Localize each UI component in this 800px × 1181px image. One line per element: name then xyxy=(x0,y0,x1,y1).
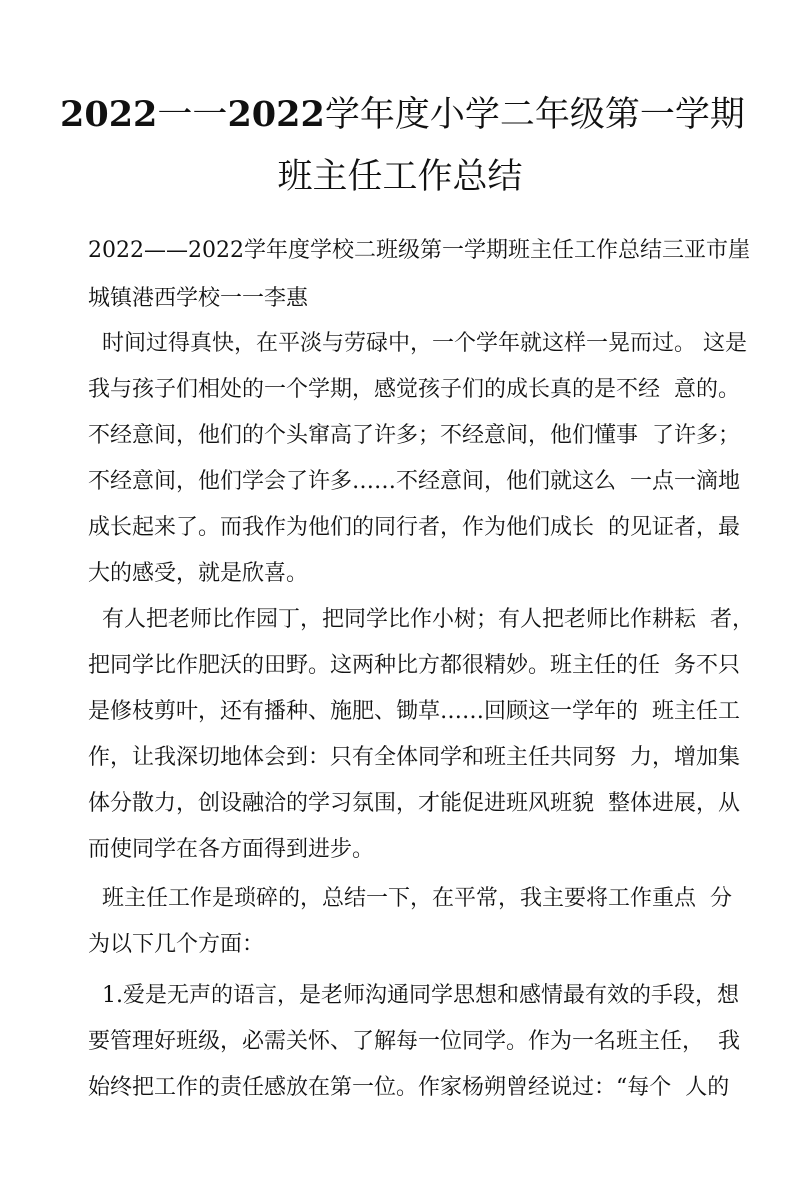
body-line: 作，让我深切地体会到：只有全体同学和班主任共同努 力，增加集 xyxy=(88,745,740,770)
body-line: 始终把工作的责任感放在第一位。作家杨朔曾经说过：“每个 人的 xyxy=(88,1075,730,1100)
body-line: 时间过得真快，在平淡与劳碌中，一个学年就这样一晃而过。 这是 xyxy=(88,331,747,356)
body-line: 我与孩子们相处的一个学期，感觉孩子们的成长真的是不经 意的。 xyxy=(88,377,740,402)
title-rest: 学年度小学二年级第一学期 xyxy=(324,95,745,135)
body-line: 把同学比作肥沃的田野。这两种比方都很精妙。班主任的任 务不只 xyxy=(88,653,740,678)
body-line: 1.爱是无声的语言，是老师沟通同学思想和感情最有效的手段，想 xyxy=(88,983,739,1008)
title-year-end: 2022 xyxy=(227,94,325,135)
body-line: 为以下几个方面： xyxy=(88,932,265,957)
body-line: 城镇港西学校一一李惠 xyxy=(88,286,309,311)
title-year-start: 2022 xyxy=(60,94,158,135)
document-title-line-2: 班主任工作总结 xyxy=(277,157,523,197)
body-line: 大的感受，就是欣喜。 xyxy=(88,561,309,586)
body-line: 班主任工作是琐碎的，总结一下，在平常，我主要将工作重点 分 xyxy=(88,886,732,911)
body-line: 2022——2022学年度学校二班级第一学期班主任工作总结三亚市崖 xyxy=(88,238,750,263)
body-line: 而使同学在各方面得到进步。 xyxy=(88,837,375,862)
document-title-line-1 xyxy=(60,93,745,137)
body-line: 有人把老师比作园丁，把同学比作小树；有人把老师比作耕耘 者， xyxy=(88,607,754,632)
title-dash: 一一 xyxy=(157,95,228,135)
body-line: 成长起来了。而我作为他们的同行者，作为他们成长 的见证者，最 xyxy=(88,515,740,540)
body-line: 不经意间，他们的个头窜高了许多；不经意间，他们懂事 了许多； xyxy=(88,423,740,448)
body-line: 是修枝剪叶，还有播种、施肥、锄草……回顾这一学年的 班主任工 xyxy=(88,699,740,724)
body-line: 体分散力，创设融洽的学习氛围，才能促进班风班貌 整体进展，从 xyxy=(88,791,740,816)
body-line: 不经意间，他们学会了许多……不经意间，他们就这么 一点一滴地 xyxy=(88,469,740,494)
body-line: 要管理好班级，必需关怀、了解每一位同学。作为一名班主任， 我 xyxy=(88,1029,740,1054)
